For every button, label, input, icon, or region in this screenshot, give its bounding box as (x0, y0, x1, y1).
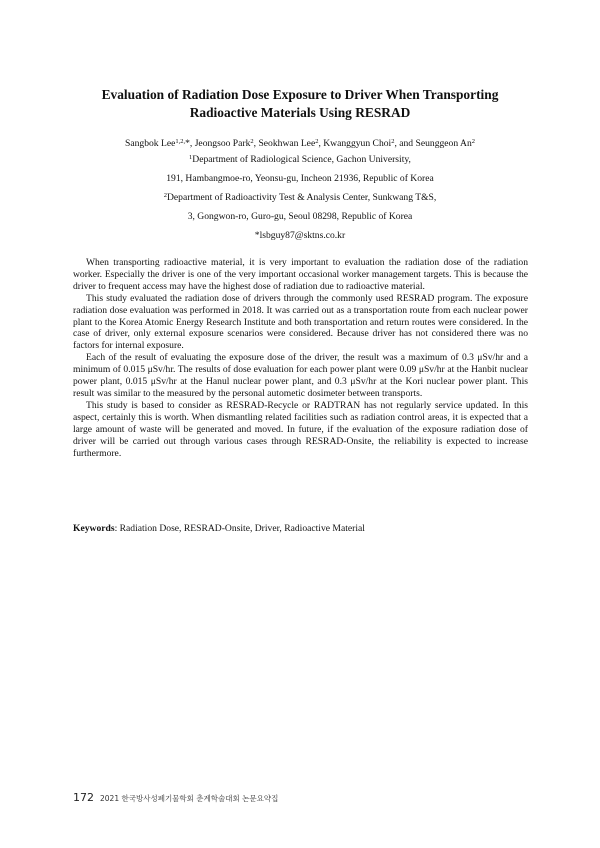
keywords (73, 523, 528, 535)
author-sup: 2 (471, 138, 475, 145)
affiliation-1-line-2: 191, Hambangmoe-ro, Yeonsu-gu, Incheon 21936, Republic of Korea (166, 173, 434, 184)
abstract-paragraph: Each of the result of evaluating the exposure dose of the driver, the result was a maximum of 0.3 μSv/hr and a minimum of 0.015 μSv/hr. The results of dose evaluation for each power plant were 0.09 μSv/hr at the Hanbit nuclear power plant, 0.015 μSv/hr at the Hanul nuclear power plant, and 0.3 μSv/hr at the Kori nuclear power plant. This result was similar to the measured by the personal autometic dosimeter between transports. (73, 352, 528, 399)
abstract (73, 257, 528, 459)
author: Seunggeon An (415, 138, 472, 149)
affiliation-text: Department of Radiological Science, Gachon University, (192, 154, 411, 165)
affiliation-sup: 2 (163, 192, 167, 199)
author-sup: 2 (391, 138, 395, 145)
author-list: Sangbok Lee$^{1,2,}$*, Jeongsoo Park$^2$, Seokhwan Lee$^2$, Kwanggyun Choi$^2$, and Seunggeon An$^2$ (125, 138, 475, 149)
corresponding-mark: * (185, 138, 190, 149)
title-line-1: Evaluation of Radiation Dose Exposure to Driver When Transporting (101, 87, 499, 102)
author-sup: 1,2, (175, 138, 186, 145)
paper-title (60, 86, 540, 122)
author: Seokhwan Lee (258, 138, 316, 149)
author: Jeongsoo Park (194, 138, 251, 149)
author: Kwanggyun Choi (323, 138, 392, 149)
author: Sangbok Lee (125, 138, 176, 149)
abstract-paragraph: This study is based to consider as RESRAD-Recycle or RADTRAN has not regularly service updated. In this aspect, certainly this is worth. When dismantling related facilities such as radiation control areas, it is expected that a large amount of waste will be generated and moved. In future, if the evaluation of the exposure radiation dose of driver will be carried out through various cases through RESRAD-Onsite, the reliability is expected to increase furthermore. (73, 399, 528, 459)
affiliation-2-line-1 (40, 192, 560, 204)
corresponding-email: *lsbguy87@sktns.co.kr (254, 230, 346, 241)
keywords-text: : Radiation Dose, RESRAD-Onsite, Driver, Radioactive Material (114, 523, 365, 534)
abstract-paragraph: This study evaluated the radiation dose of drivers through the commonly used RESRAD program. The exposure radiation dose evaluation was performed in 2018. It was carried out as a transportation route from each nuclear power plant to the Korea Atomic Energy Research Institute and both transportation and return routes were considered. In the case of driver, only external exposure scenarios were considered. Because driver has not considered there was no factors for internal exposure. (73, 292, 528, 352)
affiliation-2-line-2: 3, Gongwon-ro, Guro-gu, Seoul 08298, Republic of Korea (187, 211, 413, 222)
affiliation-sup: 1 (189, 154, 193, 161)
page-number: 172 (73, 791, 94, 804)
author-sup: 2 (250, 138, 254, 145)
author-sup: 2 (315, 138, 319, 145)
affiliation-1-line-1 (40, 154, 560, 166)
title-line-2: Radioactive Materials Using RESRAD (189, 105, 411, 120)
abstract-paragraph: When transporting radioactive material, it is very important to evaluation the radiation dose of the radiation worker. Especially the driver is one of the very important occasional worker management targets. This is because the driver to frequent access may have the highest dose of radiation due to radioactive material. (73, 257, 528, 292)
affiliation-text: Department of Radioactivity Test & Analysis Center, Sunkwang T&S, (166, 192, 437, 203)
page-footer (73, 791, 278, 804)
keywords-label: Keywords (73, 523, 115, 534)
footer-text: 2021 한국방사성폐기물학회 춘계학술대회 논문요약집 (100, 794, 279, 803)
